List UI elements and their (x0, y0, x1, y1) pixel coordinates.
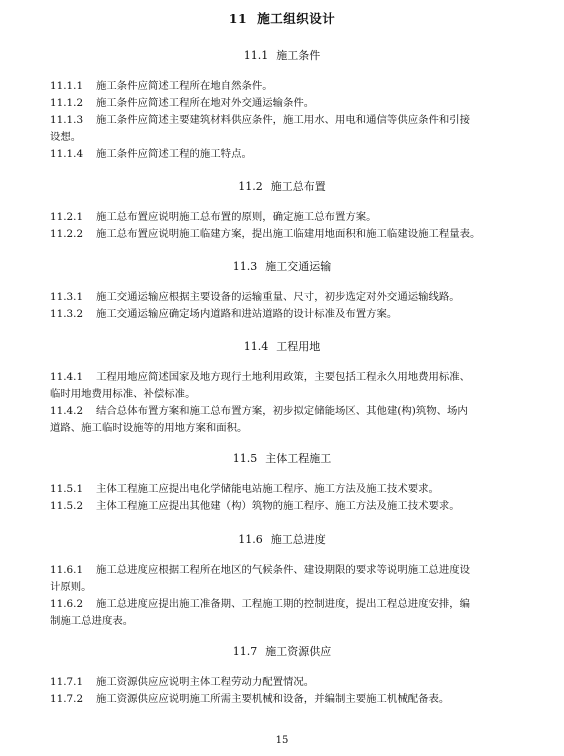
clause-11-5-1: 11.5.1 主体工程施工应提出电化学储能电站施工程序、施工方法及施工技术要求。 (50, 483, 439, 495)
clause-11-6-1: 11.6.1 施工总进度应根据工程所在地区的气候条件、建设期限的要求等说明施工总进度设 计原则。 (50, 564, 471, 594)
clause-11-2-1: 11.2.1 施工总布置应说明施工总布置的原则，确定施工总布置方案。 (50, 211, 377, 223)
section-title-11-7: 11.7 施工资源供应 (232, 645, 332, 658)
section-title-11-3: 11.3 施工交通运输 (232, 260, 332, 273)
clause-11-1-2: 11.1.2 施工条件应简述工程所在地对外交通运输条件。 (50, 97, 315, 109)
clause-11-1-3: 11.1.3 施工条件应简述主要建筑材料供应条件，施工用水、用电和通信等供应条件和引接 设想。 (50, 114, 471, 144)
clause-11-4-1: 11.4.1 工程用地应简述国家及地方现行土地利用政策，主要包括工程永久用地费用标准、 临时用地费用标准、补偿标准。 (50, 371, 471, 401)
section-title-11-2: 11.2 施工总布置 (238, 180, 326, 193)
section-title-11-5: 11.5 主体工程施工 (232, 452, 332, 465)
chapter-title (0, 9, 564, 27)
chapter-number: 11 (228, 11, 248, 26)
clause-11-7-2: 11.7.2 施工资源供应应说明施工所需主要机械和设备，并编制主要施工机械配备表。 (50, 693, 450, 705)
clause-11-6-2: 11.6.2 施工总进度应提出施工准备期、工程施工期的控制进度，提出工程总进度安排，编 制施工总进度表。 (50, 598, 471, 628)
section-title-11-4: 11.4 工程用地 (243, 340, 321, 353)
clause-11-7-1: 11.7.1 施工资源供应应说明主体工程劳动力配置情况。 (50, 676, 315, 688)
clause-11-3-2: 11.3.2 施工交通运输应确定场内道路和进站道路的设计标准及布置方案。 (50, 308, 398, 320)
clause-11-1-4: 11.1.4 施工条件应简述工程的施工特点。 (50, 148, 252, 160)
clause-11-2-2: 11.2.2 施工总布置应说明施工临建方案，提出施工临建用地面积和施工临建设施工程量表。 (50, 228, 481, 240)
clause-11-5-2: 11.5.2 主体工程施工应提出其他建（构）筑物的施工程序、施工方法及施工技术要求。 (50, 500, 460, 512)
section-title-11-6: 11.6 施工总进度 (238, 533, 326, 546)
clause-11-4-2: 11.4.2 结合总体布置方案和施工总布置方案，初步拟定储能场区、其他建(构)筑物、场内 道路、施工临时设施等的用地方案和面积。 (50, 405, 468, 435)
clause-11-3-1: 11.3.1 施工交通运输应根据主要设备的运输重量、尺寸，初步选定对外交通运输线路。 (50, 291, 460, 303)
clause-11-1-1: 11.1.1 施工条件应简述工程所在地自然条件。 (50, 80, 273, 92)
section-title-11-1: 11.1 施工条件 (243, 49, 321, 62)
page-number: 15 (275, 735, 289, 746)
chapter-title-text: 施工组织设计 (257, 11, 336, 26)
